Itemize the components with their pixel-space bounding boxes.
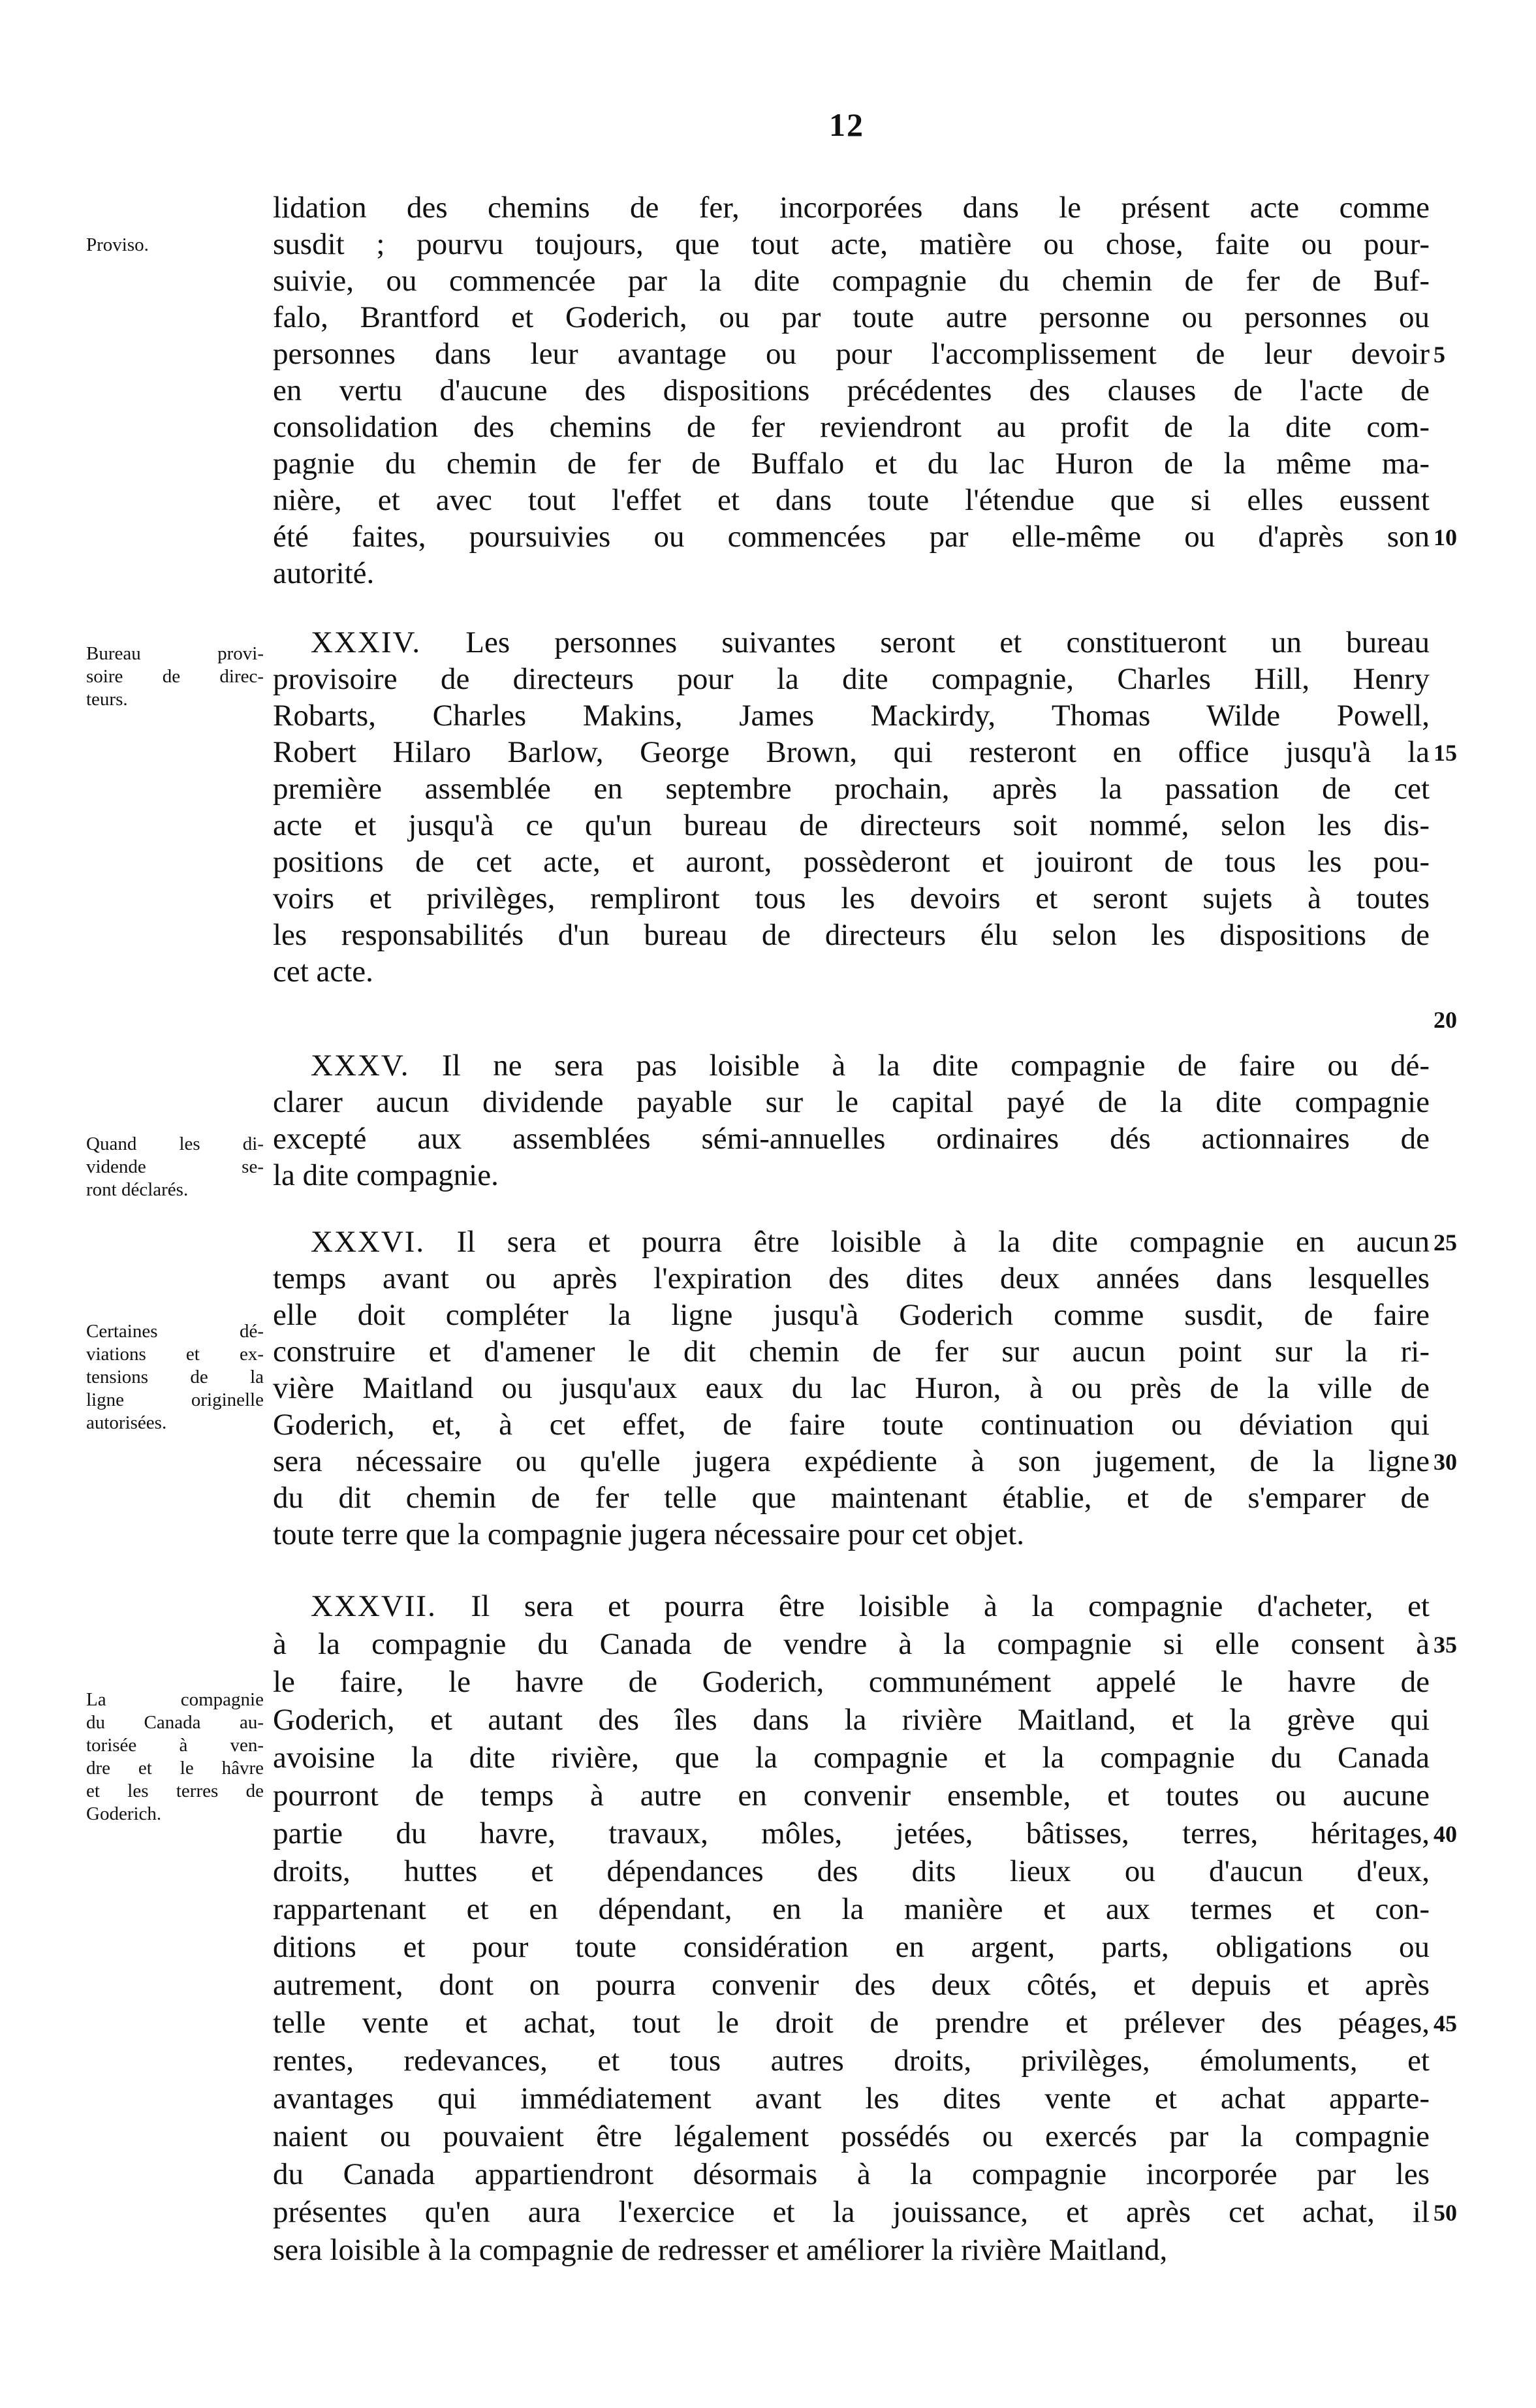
text-line: ditions et pour toute considération en argent, parts, obligations ou [273,1930,1430,1964]
text-line: première assemblée en septembre prochain, après la passation de cet [273,772,1430,806]
text-line: sera loisible à la compagnie de redresser et améliorer la rivière Maitland, [273,2233,1168,2267]
text-line: du Canada appartiendront désormais à la compagnie incorporée par les [273,2157,1430,2191]
line-number: 25 [1434,1229,1457,1256]
line-number: 10 [1434,524,1457,550]
text-line: sera nécessaire ou qu'elle jugera expédiente à son jugement, de la ligne [273,1444,1430,1478]
text-line: le faire, le havre de Goderich, communément appelé le havre de [273,1665,1430,1699]
margin-note-deviations: Certaines dé- viations et ex- tensions de la ligne originelle autorisées. [86,1321,264,1433]
text-line: droits, huttes et dépendances des dits lieux ou d'aucun d'eux, [273,1854,1430,1888]
section-number: XXXV. [311,1049,410,1083]
text-line: clarer aucun dividende payable sur le capital payé de la dite compagnie [273,1085,1430,1119]
line-number: 50 [1434,2200,1457,2226]
margin-note-havre: La compagnie du Canada au- torisée à ven- dre et le hâvre et les terres de Goderich. [86,1689,264,1824]
text-line: toute terre que la compagnie jugera nécessaire pour cet objet. [273,1517,1024,1551]
text-line: susdit ; pourvu toujours, que tout acte, matière ou chose, faite ou pour- [273,227,1430,261]
section-36-first-line: XXXVI. Il sera et pourra être loisible à la dite compagnie en aucun [311,1225,1430,1259]
text-line: voirs et privilèges, rempliront tous les devoirs et seront sujets à toutes [273,881,1430,915]
text-line: partie du havre, travaux, môles, jetées, bâtisses, terres, héritages, [273,1816,1430,1850]
section-number: XXXVII. [311,1589,437,1623]
text-line: en vertu d'aucune des dispositions précédentes des clauses de l'acte de [273,373,1430,407]
section-34-first-line: XXXIV. Les personnes suivantes seront et constitueront un bureau [311,626,1430,659]
text-line: acte et jusqu'à ce qu'un bureau de directeurs soit nommé, selon les dis- [273,808,1430,842]
text-line: les responsabilités d'un bureau de directeurs élu selon les dispositions de [273,918,1430,952]
text-line: pagnie du chemin de fer de Buffalo et du lac Huron de la même ma- [273,447,1430,481]
text-line: Goderich, et autant des îles dans la rivière Maitland, et la grève qui [273,1703,1430,1737]
text-line: temps avant ou après l'expiration des dites deux années dans lesquelles [273,1261,1430,1295]
line-number: 40 [1434,1821,1457,1847]
section-35-first-line: XXXV. Il ne sera pas loisible à la dite compagnie de faire ou dé- [311,1049,1430,1083]
page-number: 12 [829,106,864,143]
text-line: du dit chemin de fer telle que maintenant établie, et de s'emparer de [273,1481,1430,1515]
text-line: Robarts, Charles Makins, James Mackirdy, Thomas Wilde Powell, [273,699,1430,733]
text-line: positions de cet acte, et auront, possèderont et jouiront de tous les pou- [273,845,1430,879]
text-line: avoisine la dite rivière, que la compagnie et la compagnie du Canada [273,1741,1430,1775]
text-line: pourront de temps à autre en convenir ensemble, et toutes ou aucune [273,1779,1430,1813]
line-number: 15 [1434,740,1457,766]
text-line: falo, Brantford et Goderich, ou par toute autre personne ou personnes ou [273,300,1430,334]
text-line: rappartenant et en dépendant, en la manière et aux termes et con- [273,1892,1430,1926]
text-line: naient ou pouvaient être légalement possédés ou exercés par la compagnie [273,2119,1430,2153]
text-line: personnes dans leur avantage ou pour l'accomplissement de leur devoir [273,337,1430,371]
text-line: Goderich, et, à cet effet, de faire toute continuation ou déviation qui [273,1408,1430,1442]
text-line: à la compagnie du Canada de vendre à la compagnie si elle consent à [273,1627,1430,1661]
text-line: elle doit compléter la ligne jusqu'à Goderich comme susdit, de faire [273,1298,1430,1332]
text-line: provisoire de directeurs pour la dite compagnie, Charles Hill, Henry [273,662,1430,696]
text-line: excepté aux assemblées sémi-annuelles ordinaires dés actionnaires de [273,1122,1430,1156]
margin-note-dividendes: Quand les di- vidende se- ront déclarés. [86,1133,264,1200]
text-line: Robert Hilaro Barlow, George Brown, qui resteront en office jusqu'à la [273,735,1430,769]
text-line: vière Maitland ou jusqu'aux eaux du lac Huron, à ou près de la ville de [273,1371,1430,1405]
text-line: construire et d'amener le dit chemin de fer sur aucun point sur la ri- [273,1335,1430,1369]
line-number: 30 [1434,1449,1457,1475]
text-line: été faites, poursuivies ou commencées par elle-même ou d'après son [273,520,1430,554]
line-number: 5 [1434,341,1445,368]
text-line: cet acte. [273,955,373,989]
line-number: 45 [1434,2010,1457,2036]
margin-note-bureau: Bureau provi- soire de direc- teurs. [86,643,264,710]
section-number: XXXIV. [311,626,422,659]
text-line: consolidation des chemins de fer reviendront au profit de la dite com- [273,410,1430,444]
margin-note-proviso: Proviso. [86,234,149,255]
line-number: 35 [1434,1632,1457,1658]
section-number: XXXVI. [311,1225,426,1259]
text-line: présentes qu'en aura l'exercice et la jouissance, et après cet achat, il [273,2195,1430,2229]
text-line: la dite compagnie. [273,1158,499,1192]
text-line: autorité. [273,556,375,590]
line-number: 20 [1434,1007,1457,1033]
text-line: autrement, dont on pourra convenir des deux côtés, et depuis et après [273,1968,1430,2002]
section-37-first-line: XXXVII. Il sera et pourra être loisible à la compagnie d'acheter, et [311,1589,1430,1623]
text-line: nière, et avec tout l'effet et dans toute l'étendue que si elles eussent [273,483,1430,517]
text-line: rentes, redevances, et tous autres droits, privilèges, émoluments, et [273,2044,1430,2078]
text-line: telle vente et achat, tout le droit de prendre et prélever des péages, [273,2006,1430,2040]
text-line: suivie, ou commencée par la dite compagnie du chemin de fer de Buf- [273,264,1430,298]
text-line: lidation des chemins de fer, incorporées dans le présent acte comme [273,191,1430,225]
text-line: avantages qui immédiatement avant les dites vente et achat apparte- [273,2082,1430,2115]
